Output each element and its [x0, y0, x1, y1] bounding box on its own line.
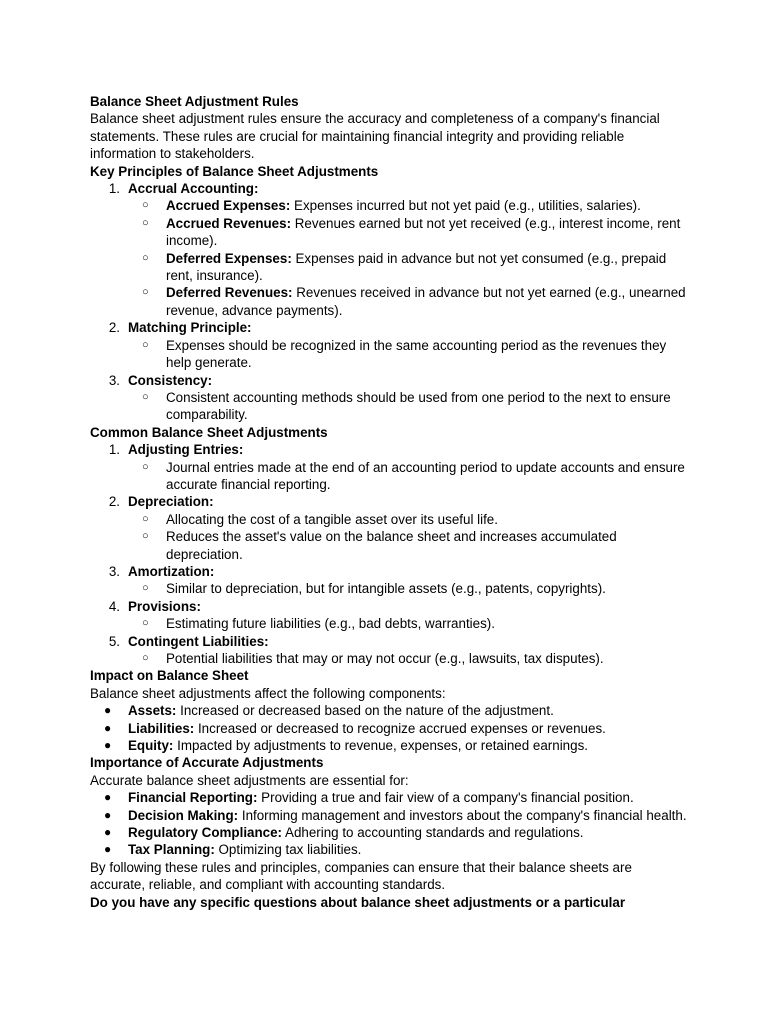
closing-question: Do you have any specific questions about balance sheet adjustments or a particular [90, 894, 626, 910]
bullet-item [90, 824, 690, 841]
circle-bullet-icon: ○ [142, 199, 149, 212]
bullet-text: Optimizing tax liabilities. [214, 842, 362, 858]
bullet-dot-icon: ● [104, 790, 112, 805]
bullet-term: Decision Making: [128, 807, 239, 823]
list-number: 4. [108, 598, 120, 614]
bullet-term: Financial Reporting: [128, 790, 258, 806]
adjustment-item [90, 598, 690, 615]
list-number: 3. [108, 563, 120, 579]
sub-list-item [90, 459, 690, 494]
bullet-text: Adhering to accounting standards and regulations. [282, 825, 584, 841]
bullet-dot-icon: ● [104, 703, 112, 718]
sub-item-term: Deferred Revenues: [166, 285, 293, 301]
bullet-text: Impacted by adjustments to revenue, expenses, or retained earnings. [173, 738, 588, 754]
circle-bullet-icon: ○ [142, 390, 149, 403]
circle-bullet-icon: ○ [142, 286, 149, 299]
bullet-dot-icon: ● [104, 720, 112, 735]
common-adjustments-heading: Common Balance Sheet Adjustments [90, 424, 328, 440]
sub-list-item [90, 650, 690, 667]
importance-intro: Accurate balance sheet adjustments are essential for: [90, 772, 409, 788]
sub-list-item [90, 528, 690, 563]
circle-bullet-icon: ○ [142, 512, 149, 525]
bullet-dot-icon: ● [104, 807, 112, 822]
circle-bullet-icon: ○ [142, 216, 149, 229]
principle-label: Consistency: [128, 372, 213, 388]
list-number: 2. [108, 320, 120, 336]
circle-bullet-icon: ○ [142, 460, 149, 473]
sub-item-term: Deferred Expenses: [166, 250, 292, 266]
bullet-item [90, 789, 690, 806]
sub-item-text: Potential liabilities that may or may not occur (e.g., lawsuits, tax disputes). [166, 651, 604, 666]
bullet-dot-icon: ● [104, 738, 112, 753]
importance-heading: Importance of Accurate Adjustments [90, 755, 324, 771]
bullet-item [90, 737, 690, 754]
bullet-term: Tax Planning: [128, 842, 215, 858]
sub-item-text: Reduces the asset's value on the balance sheet and increases accumulated depreciation. [166, 529, 617, 562]
adjustment-label: Adjusting Entries: [128, 442, 244, 458]
bullet-text: Increased or decreased to recognize accrued expenses or revenues. [194, 720, 606, 736]
list-number: 1. [108, 442, 120, 458]
sub-item-text: Similar to depreciation, but for intangible assets (e.g., patents, copyrights). [166, 581, 606, 597]
conclusion-paragraph: By following these rules and principles, companies can ensure that their balance sheets are accurate, reliable, and compliant with accounting standards. [90, 859, 632, 893]
document-content [90, 93, 690, 911]
list-number: 3. [108, 372, 120, 388]
adjustment-item [90, 493, 690, 510]
sub-item-text: Expenses paid in advance but not yet consumed (e.g., prepaid rent, insurance). [166, 250, 667, 284]
sub-item-text: Revenues received in advance but not yet earned (e.g., unearned revenue, advance payments). [166, 285, 686, 318]
circle-bullet-icon: ○ [142, 652, 149, 664]
bullet-term: Regulatory Compliance: [128, 825, 283, 841]
bullet-text: Providing a true and fair view of a company's financial position. [257, 790, 634, 806]
sub-item-text: Estimating future liabilities (e.g., bad debts, warranties). [166, 616, 495, 632]
sub-list-item [90, 615, 690, 632]
adjustment-item [90, 563, 690, 580]
circle-bullet-icon: ○ [142, 617, 149, 630]
list-number: 5. [108, 633, 120, 649]
principle-label: Matching Principle: [128, 320, 252, 336]
circle-bullet-icon: ○ [142, 251, 149, 264]
sub-list-item [90, 337, 690, 372]
sub-list-item [90, 284, 690, 319]
principle-item [90, 180, 690, 197]
sub-list-item [90, 197, 690, 214]
sub-list-item [90, 215, 690, 250]
bullet-dot-icon: ● [104, 825, 112, 840]
sub-item-term: Accrued Expenses: [166, 198, 291, 214]
bullet-text: Increased or decreased based on the nature of the adjustment. [176, 703, 554, 719]
bullet-term: Assets: [128, 703, 177, 719]
adjustment-label: Provisions: [128, 598, 201, 614]
list-number: 1. [108, 181, 120, 197]
sub-item-text: Revenues earned but not yet received (e.g., interest income, rent income). [166, 215, 681, 249]
bullet-term: Equity: [128, 738, 174, 754]
circle-bullet-icon: ○ [142, 530, 149, 543]
sub-list-item [90, 389, 690, 424]
adjustment-label: Amortization: [128, 563, 215, 579]
impact-heading: Impact on Balance Sheet [90, 668, 249, 684]
adjustment-item [90, 441, 690, 458]
sub-list-item [90, 250, 690, 285]
bullet-term: Liabilities: [128, 720, 195, 736]
intro-paragraph: Balance sheet adjustment rules ensure the accuracy and completeness of a company's financial statements. These rules are crucial for maintaining financial integrity and providing reliable information to stakeholders. [90, 111, 660, 162]
circle-bullet-icon: ○ [142, 582, 149, 595]
bullet-item [90, 702, 690, 719]
bullet-item [90, 841, 690, 858]
sub-item-term: Accrued Revenues: [166, 215, 292, 231]
bullet-item [90, 807, 690, 824]
sub-item-text: Consistent accounting methods should be used from one period to the next to ensure comparability. [166, 389, 671, 423]
sub-list-item [90, 511, 690, 528]
principle-label: Accrual Accounting: [128, 181, 259, 197]
adjustment-label: Depreciation: [128, 494, 214, 510]
adjustment-label: Contingent Liabilities: [128, 633, 269, 649]
adjustment-item [90, 633, 690, 650]
list-number: 2. [108, 494, 120, 510]
key-principles-heading: Key Principles of Balance Sheet Adjustments [90, 163, 379, 179]
sub-item-text: Expenses incurred but not yet paid (e.g., utilities, salaries). [290, 198, 641, 214]
principle-item [90, 372, 690, 389]
document-title: Balance Sheet Adjustment Rules [90, 94, 299, 109]
sub-item-text: Allocating the cost of a tangible asset over its useful life. [166, 511, 498, 527]
bullet-text: Informing management and investors about the company's financial health. [238, 807, 687, 823]
principle-item [90, 319, 690, 336]
bullet-item [90, 720, 690, 737]
circle-bullet-icon: ○ [142, 338, 149, 351]
sub-list-item [90, 580, 690, 597]
impact-intro: Balance sheet adjustments affect the following components: [90, 685, 446, 701]
bullet-dot-icon: ● [104, 842, 112, 857]
sub-item-text: Expenses should be recognized in the same accounting period as the revenues they help generate. [166, 337, 667, 371]
sub-item-text: Journal entries made at the end of an accounting period to update accounts and ensure accurate financial reporting. [166, 459, 685, 492]
